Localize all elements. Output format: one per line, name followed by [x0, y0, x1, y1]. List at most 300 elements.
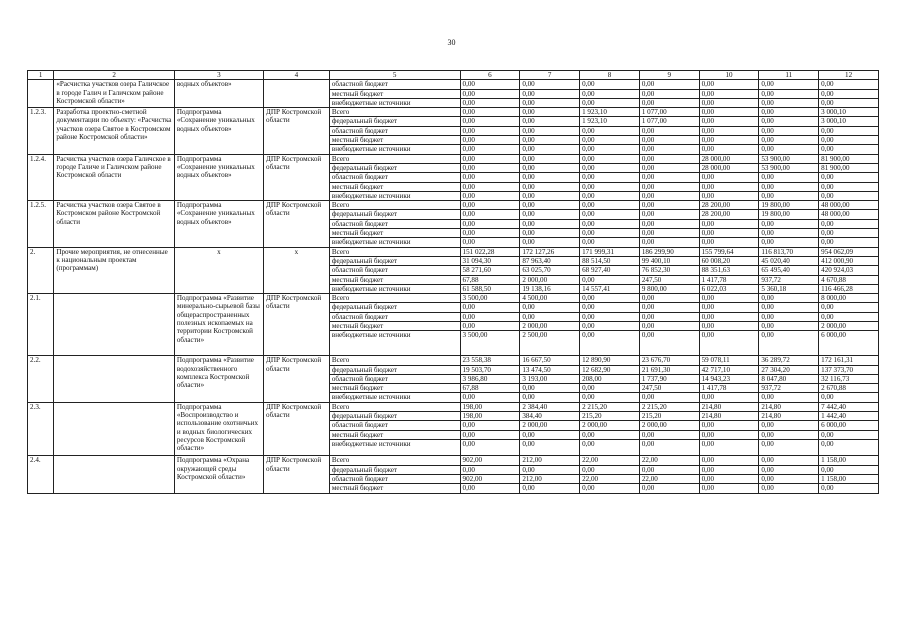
subprogram-name: x: [174, 247, 263, 293]
amount-cell: 14 943,23: [699, 374, 759, 383]
amount-cell: 28 200,00: [699, 210, 759, 219]
amount-cell: 0,00: [639, 229, 699, 238]
funding-source: Всего: [329, 201, 460, 210]
amount-cell: 0,00: [580, 430, 640, 439]
amount-cell: 1 158,00: [819, 456, 879, 465]
row-number: 1.2.4.: [28, 154, 54, 200]
amount-cell: 0,00: [460, 98, 520, 107]
amount-cell: 19 503,70: [460, 365, 520, 374]
amount-cell: 19 800,00: [759, 201, 819, 210]
amount-cell: 0,00: [460, 238, 520, 247]
amount-cell: 0,00: [520, 238, 580, 247]
amount-cell: 0,00: [520, 201, 580, 210]
amount-cell: 198,00: [460, 411, 520, 420]
amount-cell: 4 500,00: [520, 294, 580, 303]
amount-cell: 0,00: [460, 182, 520, 191]
amount-cell: 0,00: [460, 173, 520, 182]
amount-cell: 0,00: [819, 219, 879, 228]
amount-cell: 0,00: [520, 465, 580, 474]
amount-cell: 0,00: [639, 219, 699, 228]
amount-cell: 0,00: [520, 439, 580, 456]
subprogram-name: Подпрограмма «Охрана окружающей среды Костромской области»: [174, 456, 263, 493]
amount-cell: 0,00: [759, 238, 819, 247]
amount-cell: 28 000,00: [699, 163, 759, 172]
funding-source: местный бюджет: [329, 322, 460, 331]
amount-cell: 0,00: [699, 303, 759, 312]
column-number: 8: [580, 71, 640, 80]
funding-source: местный бюджет: [329, 484, 460, 493]
amount-cell: 0,00: [639, 303, 699, 312]
amount-cell: 65 495,40: [759, 266, 819, 275]
amount-cell: 0,00: [819, 145, 879, 154]
amount-cell: 0,00: [639, 484, 699, 493]
amount-cell: 0,00: [520, 182, 580, 191]
amount-cell: 384,40: [520, 411, 580, 420]
executor-name: ДПР Костромской области: [264, 402, 330, 456]
amount-cell: 7 442,40: [819, 402, 879, 411]
column-number: 12: [819, 71, 879, 80]
measure-name: [54, 356, 175, 402]
amount-cell: 68 927,40: [580, 266, 640, 275]
amount-cell: 48 000,00: [819, 210, 879, 219]
amount-cell: 0,00: [580, 303, 640, 312]
amount-cell: 2 000,00: [520, 275, 580, 284]
amount-cell: 0,00: [699, 312, 759, 321]
amount-cell: 45 020,40: [759, 256, 819, 265]
amount-cell: 0,00: [639, 136, 699, 145]
amount-cell: 6 000,00: [819, 331, 879, 356]
amount-cell: 36 289,72: [759, 356, 819, 365]
amount-cell: 0,00: [520, 89, 580, 98]
amount-cell: 0,00: [460, 322, 520, 331]
amount-cell: 0,00: [819, 439, 879, 456]
amount-cell: 0,00: [759, 322, 819, 331]
amount-cell: 137 373,70: [819, 365, 879, 374]
amount-cell: 0,00: [699, 331, 759, 356]
amount-cell: 2 000,00: [520, 421, 580, 430]
amount-cell: 88 351,63: [699, 266, 759, 275]
amount-cell: 1 417,78: [699, 275, 759, 284]
amount-cell: 0,00: [580, 229, 640, 238]
column-number: 1: [28, 71, 54, 80]
table-row: [28, 108, 879, 117]
amount-cell: 0,00: [580, 136, 640, 145]
amount-cell: 0,00: [759, 421, 819, 430]
amount-cell: 2 000,00: [819, 322, 879, 331]
amount-cell: 0,00: [520, 303, 580, 312]
amount-cell: 1 923,10: [580, 108, 640, 117]
amount-cell: 0,00: [759, 430, 819, 439]
amount-cell: 28 000,00: [699, 154, 759, 163]
amount-cell: 0,00: [520, 191, 580, 200]
amount-cell: 0,00: [699, 430, 759, 439]
amount-cell: 48 000,00: [819, 201, 879, 210]
amount-cell: 99 400,10: [639, 256, 699, 265]
subprogram-name: Подпрограмма «Сохранение уникальных водных объектов»: [174, 201, 263, 247]
amount-cell: 0,00: [460, 439, 520, 456]
amount-cell: 0,00: [520, 108, 580, 117]
amount-cell: 0,00: [639, 210, 699, 219]
executor-name: ДПР Костромской области: [264, 294, 330, 356]
amount-cell: 0,00: [699, 89, 759, 98]
amount-cell: 0,00: [759, 465, 819, 474]
amount-cell: 58 271,60: [460, 266, 520, 275]
funding-source: Всего: [329, 456, 460, 465]
amount-cell: 186 299,90: [639, 247, 699, 256]
amount-cell: 22,00: [639, 475, 699, 484]
amount-cell: 0,00: [580, 145, 640, 154]
funding-source: внебюджетные источники: [329, 98, 460, 107]
amount-cell: 1 737,90: [639, 374, 699, 383]
funding-source: внебюджетные источники: [329, 191, 460, 200]
amount-cell: 116 813,70: [759, 247, 819, 256]
amount-cell: 23 558,38: [460, 356, 520, 365]
amount-cell: 22,00: [639, 456, 699, 465]
amount-cell: 61 588,50: [460, 284, 520, 293]
funding-source: федеральный бюджет: [329, 163, 460, 172]
amount-cell: 247,50: [639, 275, 699, 284]
amount-cell: 0,00: [520, 163, 580, 172]
amount-cell: 31 094,30: [460, 256, 520, 265]
amount-cell: 937,72: [759, 275, 819, 284]
amount-cell: 3 500,00: [460, 331, 520, 356]
funding-source: областной бюджет: [329, 374, 460, 383]
amount-cell: 1 077,00: [639, 108, 699, 117]
amount-cell: 2 670,88: [819, 384, 879, 393]
funding-source: федеральный бюджет: [329, 256, 460, 265]
amount-cell: 0,00: [460, 484, 520, 493]
amount-cell: 0,00: [639, 331, 699, 356]
funding-source: федеральный бюджет: [329, 465, 460, 474]
amount-cell: 0,00: [819, 182, 879, 191]
funding-source: федеральный бюджет: [329, 210, 460, 219]
amount-cell: 2 000,00: [639, 421, 699, 430]
amount-cell: 0,00: [759, 484, 819, 493]
amount-cell: 1 923,10: [580, 117, 640, 126]
column-number-row: [28, 71, 879, 80]
amount-cell: 0,00: [639, 201, 699, 210]
amount-cell: 0,00: [460, 303, 520, 312]
amount-cell: 0,00: [699, 421, 759, 430]
amount-cell: 212,00: [520, 475, 580, 484]
amount-cell: 12 682,90: [580, 365, 640, 374]
funding-source: местный бюджет: [329, 89, 460, 98]
amount-cell: 208,00: [580, 374, 640, 383]
amount-cell: 0,00: [520, 98, 580, 107]
table-row: [28, 456, 879, 465]
amount-cell: 0,00: [460, 191, 520, 200]
amount-cell: 0,00: [699, 98, 759, 107]
row-number: 1.2.5.: [28, 201, 54, 247]
executor-name: ДПР Костромской области: [264, 108, 330, 154]
amount-cell: 88 514,50: [580, 256, 640, 265]
amount-cell: 1 417,78: [699, 384, 759, 393]
amount-cell: 0,00: [460, 465, 520, 474]
funding-source: местный бюджет: [329, 430, 460, 439]
amount-cell: 0,00: [580, 238, 640, 247]
amount-cell: 0,00: [759, 173, 819, 182]
amount-cell: 0,00: [580, 275, 640, 284]
amount-cell: 0,00: [819, 191, 879, 200]
amount-cell: 0,00: [460, 154, 520, 163]
amount-cell: 0,00: [580, 154, 640, 163]
amount-cell: 8 000,00: [819, 294, 879, 303]
amount-cell: 214,80: [759, 411, 819, 420]
amount-cell: 0,00: [460, 126, 520, 135]
amount-cell: 0,00: [759, 89, 819, 98]
amount-cell: 0,00: [759, 303, 819, 312]
amount-cell: 0,00: [639, 154, 699, 163]
amount-cell: 0,00: [699, 191, 759, 200]
executor-name: ДПР Костромской области: [264, 456, 330, 493]
amount-cell: 0,00: [639, 465, 699, 474]
amount-cell: 0,00: [759, 229, 819, 238]
amount-cell: 2 215,20: [580, 402, 640, 411]
amount-cell: 0,00: [580, 384, 640, 393]
amount-cell: 214,80: [699, 411, 759, 420]
amount-cell: 0,00: [520, 173, 580, 182]
funding-source: местный бюджет: [329, 136, 460, 145]
subprogram-name: Подпрограмма «Развитие водохозяйственного комплекса Костромской области»: [174, 356, 263, 402]
amount-cell: 0,00: [819, 430, 879, 439]
amount-cell: 0,00: [580, 312, 640, 321]
amount-cell: 0,00: [639, 126, 699, 135]
amount-cell: 171 999,31: [580, 247, 640, 256]
amount-cell: 116 466,28: [819, 284, 879, 293]
amount-cell: 420 924,03: [819, 266, 879, 275]
amount-cell: 0,00: [819, 126, 879, 135]
amount-cell: 0,00: [580, 331, 640, 356]
measure-name: [54, 294, 175, 356]
amount-cell: 902,00: [460, 456, 520, 465]
amount-cell: 59 078,11: [699, 356, 759, 365]
amount-cell: 0,00: [819, 136, 879, 145]
amount-cell: 0,00: [699, 182, 759, 191]
funding-source: областной бюджет: [329, 80, 460, 89]
funding-source: Всего: [329, 402, 460, 411]
amount-cell: 2 500,00: [520, 331, 580, 356]
amount-cell: 0,00: [699, 117, 759, 126]
column-number: 11: [759, 71, 819, 80]
amount-cell: 0,00: [580, 191, 640, 200]
amount-cell: 0,00: [639, 430, 699, 439]
subprogram-name: Подпрограмма «Сохранение уникальных водных объектов»: [174, 108, 263, 154]
amount-cell: 2 384,40: [520, 402, 580, 411]
amount-cell: 13 474,50: [520, 365, 580, 374]
funding-source: областной бюджет: [329, 126, 460, 135]
amount-cell: 6 022,03: [699, 284, 759, 293]
funding-source: областной бюджет: [329, 421, 460, 430]
amount-cell: 0,00: [460, 136, 520, 145]
table-body: [28, 71, 879, 494]
amount-cell: 0,00: [639, 173, 699, 182]
amount-cell: 0,00: [699, 294, 759, 303]
amount-cell: 0,00: [759, 312, 819, 321]
amount-cell: 19 138,16: [520, 284, 580, 293]
amount-cell: 0,00: [819, 465, 879, 474]
amount-cell: 214,80: [759, 402, 819, 411]
amount-cell: 3 000,10: [819, 108, 879, 117]
amount-cell: 0,00: [819, 98, 879, 107]
amount-cell: 32 116,73: [819, 374, 879, 383]
amount-cell: 76 852,30: [639, 266, 699, 275]
funding-source: областной бюджет: [329, 219, 460, 228]
amount-cell: 0,00: [759, 108, 819, 117]
amount-cell: 0,00: [460, 421, 520, 430]
amount-cell: 0,00: [580, 294, 640, 303]
amount-cell: 60 008,20: [699, 256, 759, 265]
amount-cell: 0,00: [819, 303, 879, 312]
amount-cell: 0,00: [759, 80, 819, 89]
amount-cell: 2 000,00: [520, 322, 580, 331]
amount-cell: 0,00: [460, 430, 520, 439]
amount-cell: 155 799,64: [699, 247, 759, 256]
funding-source: федеральный бюджет: [329, 303, 460, 312]
amount-cell: 0,00: [699, 484, 759, 493]
amount-cell: 0,00: [460, 219, 520, 228]
amount-cell: 22,00: [580, 475, 640, 484]
funding-source: местный бюджет: [329, 384, 460, 393]
row-number: 2.2.: [28, 356, 54, 402]
amount-cell: 0,00: [699, 475, 759, 484]
amount-cell: 67,88: [460, 275, 520, 284]
page-number: 30: [447, 38, 456, 47]
amount-cell: 0,00: [580, 182, 640, 191]
amount-cell: 0,00: [580, 98, 640, 107]
amount-cell: 0,00: [460, 117, 520, 126]
amount-cell: 0,00: [759, 439, 819, 456]
amount-cell: 0,00: [460, 163, 520, 172]
amount-cell: 3 193,00: [520, 374, 580, 383]
amount-cell: 0,00: [580, 80, 640, 89]
amount-cell: 0,00: [639, 393, 699, 402]
amount-cell: 0,00: [819, 173, 879, 182]
amount-cell: 0,00: [639, 89, 699, 98]
amount-cell: 3 500,00: [460, 294, 520, 303]
measure-name: Расчистка участков озера Галичское в городе Галиче и Галичском районе Костромской области: [54, 154, 175, 200]
amount-cell: 0,00: [460, 108, 520, 117]
amount-cell: 1 077,00: [639, 117, 699, 126]
amount-cell: 42 717,10: [699, 365, 759, 374]
column-number: 9: [639, 71, 699, 80]
amount-cell: 19 800,00: [759, 210, 819, 219]
amount-cell: 214,80: [699, 402, 759, 411]
amount-cell: 0,00: [520, 312, 580, 321]
table-row: [28, 80, 879, 89]
amount-cell: 0,00: [699, 108, 759, 117]
amount-cell: 0,00: [520, 430, 580, 439]
amount-cell: 0,00: [819, 238, 879, 247]
amount-cell: 0,00: [699, 465, 759, 474]
amount-cell: 0,00: [639, 191, 699, 200]
table-row: [28, 356, 879, 365]
amount-cell: 0,00: [580, 393, 640, 402]
amount-cell: 0,00: [819, 484, 879, 493]
amount-cell: 16 667,50: [520, 356, 580, 365]
amount-cell: 0,00: [699, 126, 759, 135]
amount-cell: 151 022,28: [460, 247, 520, 256]
row-number: [28, 80, 54, 108]
table-row: [28, 294, 879, 303]
amount-cell: 0,00: [520, 126, 580, 135]
measure-name: Разработка проектно-сметной документации по объекту: «Расчистка участков озера Святое в Костромском районе Костромской области»: [54, 108, 175, 154]
amount-cell: 0,00: [460, 210, 520, 219]
table-row: [28, 247, 879, 256]
amount-cell: 14 557,41: [580, 284, 640, 293]
amount-cell: 0,00: [520, 117, 580, 126]
amount-cell: 0,00: [460, 89, 520, 98]
column-number: 4: [264, 71, 330, 80]
amount-cell: 0,00: [639, 439, 699, 456]
amount-cell: 0,00: [639, 98, 699, 107]
amount-cell: 0,00: [819, 229, 879, 238]
amount-cell: 0,00: [520, 80, 580, 89]
amount-cell: 0,00: [699, 136, 759, 145]
amount-cell: 0,00: [520, 154, 580, 163]
amount-cell: 0,00: [759, 393, 819, 402]
amount-cell: 0,00: [460, 393, 520, 402]
amount-cell: 0,00: [639, 322, 699, 331]
funding-source: внебюджетные источники: [329, 284, 460, 293]
funding-source: областной бюджет: [329, 475, 460, 484]
amount-cell: 3 000,10: [819, 117, 879, 126]
amount-cell: 0,00: [699, 219, 759, 228]
amount-cell: 172 161,31: [819, 356, 879, 365]
amount-cell: 0,00: [460, 229, 520, 238]
column-number: 5: [329, 71, 460, 80]
amount-cell: 0,00: [639, 145, 699, 154]
amount-cell: 0,00: [520, 484, 580, 493]
amount-cell: 1 442,40: [819, 411, 879, 420]
row-number: 2.4.: [28, 456, 54, 493]
funding-source: внебюджетные источники: [329, 145, 460, 154]
amount-cell: 0,00: [580, 126, 640, 135]
row-number: 1.2.3.: [28, 108, 54, 154]
amount-cell: 81 900,00: [819, 154, 879, 163]
executor-name: ДПР Костромской области: [264, 154, 330, 200]
amount-cell: 0,00: [460, 80, 520, 89]
funding-source: федеральный бюджет: [329, 365, 460, 374]
amount-cell: 0,00: [520, 229, 580, 238]
amount-cell: 0,00: [580, 173, 640, 182]
amount-cell: 172 127,26: [520, 247, 580, 256]
amount-cell: 215,20: [639, 411, 699, 420]
measure-name: Расчистка участков озера Святое в Костромском районе Костромской области: [54, 201, 175, 247]
amount-cell: 0,00: [580, 465, 640, 474]
amount-cell: 215,20: [580, 411, 640, 420]
amount-cell: 67,88: [460, 384, 520, 393]
amount-cell: 0,00: [580, 439, 640, 456]
row-number: 2.3.: [28, 402, 54, 456]
amount-cell: 63 025,70: [520, 266, 580, 275]
funding-source: местный бюджет: [329, 275, 460, 284]
funding-source: внебюджетные источники: [329, 393, 460, 402]
amount-cell: 0,00: [639, 294, 699, 303]
amount-cell: 0,00: [699, 456, 759, 465]
amount-cell: 0,00: [819, 312, 879, 321]
funding-source: Всего: [329, 356, 460, 365]
row-number: 2.: [28, 247, 54, 293]
table-row: [28, 201, 879, 210]
executor-name: [264, 80, 330, 108]
subprogram-name: водных объектов»: [174, 80, 263, 108]
funding-source: областной бюджет: [329, 312, 460, 321]
amount-cell: 0,00: [639, 312, 699, 321]
amount-cell: 0,00: [759, 191, 819, 200]
amount-cell: 937,72: [759, 384, 819, 393]
executor-name: ДПР Костромской области: [264, 356, 330, 402]
amount-cell: 5 360,18: [759, 284, 819, 293]
